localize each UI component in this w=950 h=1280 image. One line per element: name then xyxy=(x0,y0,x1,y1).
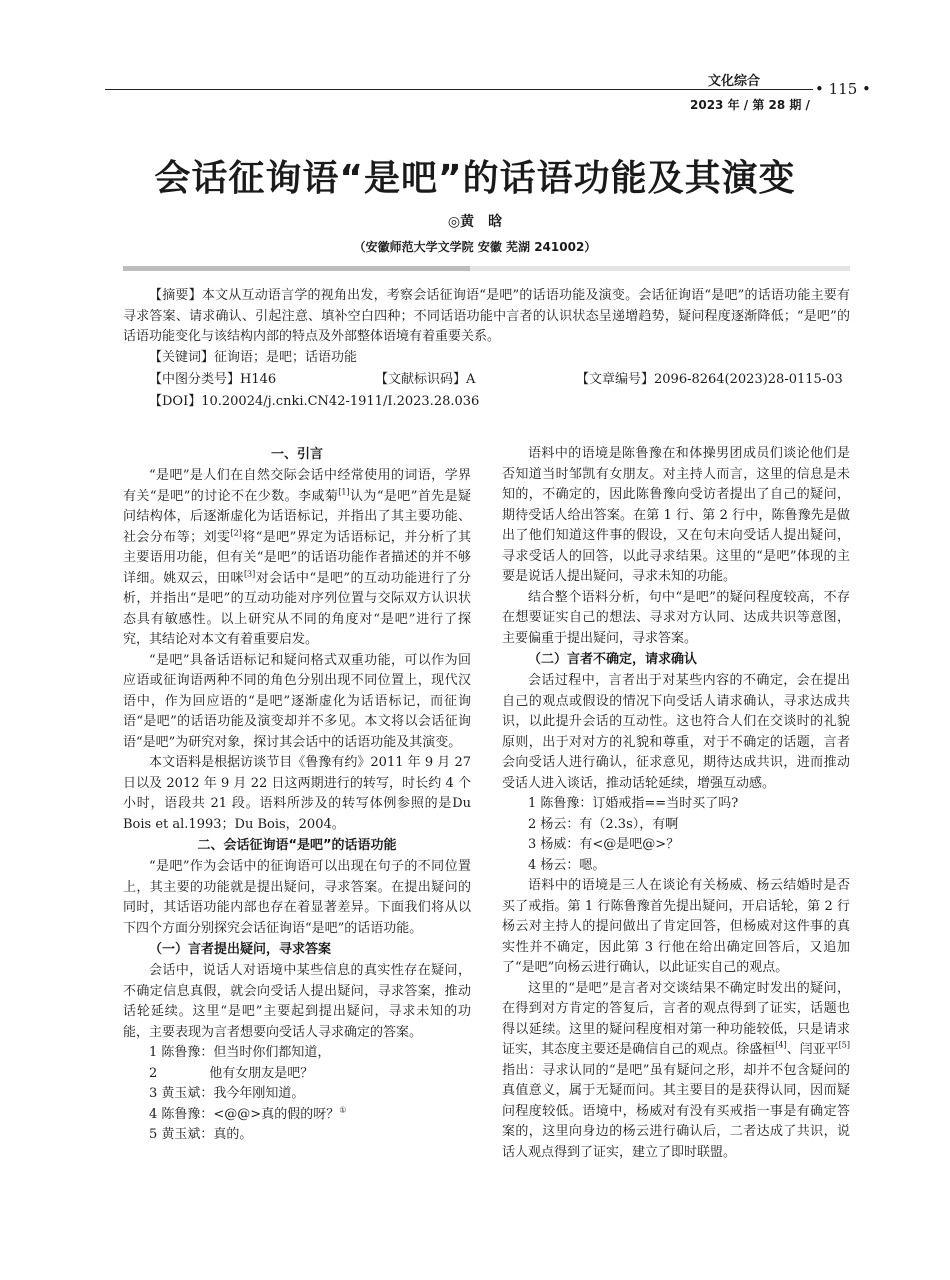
paragraph: “是吧”作为会话中的征询语可以出现在句子的不同位置上，其主要的功能就是提出疑问，寻求答案。在提出疑问的同时，其话语功能内部也存在着显著差异。下面我们将从以下四个方面分别探究会话征询语“是吧”的话语功能。 xyxy=(123,859,471,936)
article-number: 【文章编号】2096-8264(2023)28-0115-03 xyxy=(576,372,843,387)
example-line: 1 陈鲁豫：但当时你们都知道， xyxy=(149,1045,331,1060)
page-number: • 115 • xyxy=(815,80,871,98)
keywords: 【关键词】征询语；是吧；话语功能 xyxy=(149,349,358,365)
issue-info: 2023 年 / 第 28 期 / xyxy=(690,98,810,112)
paragraph: 语料中的语境是陈鲁豫在和体操男团成员们谈论他们是否知道当时邹凯有女朋友。对主持人而言，这里的信息是未知的，不确定的，因此陈鲁豫向受访者提出了自己的疑问，期待受话人给出答案。在第 1 行、第 2 行中，陈鲁豫先是做出了他们知道这件事的假设，又在句末向受话人提出疑问，寻求受话人的回答，以此寻求结果。这里的“是吧”体现的主要是说话人提出疑问，寻求未知的功能。 xyxy=(502,446,850,584)
author: ◎黄 晗 xyxy=(447,214,503,230)
example-line: 2 杨云：有（2.3s），有啊 xyxy=(528,816,679,832)
section-heading-2: 二、会话征询语“是吧”的话语功能 xyxy=(197,838,397,853)
title-divider-light xyxy=(470,266,850,271)
document-code: 【文献标识码】A xyxy=(375,372,476,387)
right-column xyxy=(502,444,850,1163)
article-title: 会话征询语“是吧”的话语功能及其演变 xyxy=(154,158,796,199)
footnote-marker: ① xyxy=(339,1105,347,1115)
paragraph: 语料中的语境是三人在谈论有关杨威、杨云结婚时是否买了戒指。第 1 行陈鲁豫首先提出疑问，开启话轮，第 2 行杨云对主持人的提问做出了肯定回答，但杨威对这件事的真实性并不确定，因此第 3 行他在给出确定回答后，又追加了“是吧”向杨云进行确认，以此证实自己的观点。 xyxy=(502,878,850,975)
title-divider-dark xyxy=(123,266,470,271)
journal-section: 文化综合 xyxy=(708,74,761,89)
paragraph: “是吧”是人们在自然交际会话中经常使用的词语，学界有关“是吧”的讨论不在少数。李咸菊[1]认为“是吧”首先是疑问结构体，后逐渐虚化为话语标记，并指出了其主要功能、社会分布等；刘雯[2]将“是吧”界定为话语标记，并分析了其主要语用功能，但有关“是吧”的话语功能作者描述的并不够详细。姚双云，田咪[3]对会话中“是吧”的互动功能进行了分析，并指出“是吧”的互动功能对序列位置与交际双方认识状态具有敏感性。以上研究从不同的角度对“是吧”进行了探究，其结论对本文有着重要启发。 xyxy=(123,468,471,647)
paragraph: 这里的“是吧”是言者对交谈结果不确定时发出的疑问，在得到对方肯定的答复后，言者的观点得到了证实，话题也得以延续。这里的疑问程度相对第一种功能较低，只是请求证实，其态度主要还是确信自己的观点。徐盛桓[4]、闫亚平[5]指出：寻求认同的“是吧”虽有疑问之形，却并不包含疑问的真值意义，属于无疑而问。其主要目的是获得认同，因而疑问程度较低。语境中，杨威对有没有买戒指一事是有确定答案的，这里向身边的杨云进行确认后，二者达成了共识，说话人观点得到了证实，建立了即时联盟。 xyxy=(502,980,850,1160)
paragraph: “是吧”具备话语标记和疑问格式双重功能，可以作为回应语或征询语两种不同的角色分别出现不同位置上，现代汉语中，作为回应语的“是吧”逐渐虚化为话语标记，而征询语“是吧”的话语功能及演变却并不多见。本文将以会话征询语“是吧”为研究对象，探讨其会话中的话语功能及其演变。 xyxy=(123,652,471,750)
example-line: 4 陈鲁豫：<@@>真的假的呀？① xyxy=(149,1105,347,1122)
citation-ref: [5] xyxy=(838,1040,850,1050)
citation-ref: [1] xyxy=(338,487,350,497)
abstract-text: 【摘要】本文从互动语言学的视角出发，考察会话征询语“是吧”的话语功能及演变。会话征询语“是吧”的话语功能主要有寻求答案、请求确认、引起注意、填补空白四种；不同话语功能中言者的认识状态呈递增趋势，疑问程度逐渐降低；“是吧”的话语功能变化与该结构内部的特点及外部整体语境有着重要关系。 xyxy=(123,288,850,344)
citation-ref: [2] xyxy=(230,528,242,538)
example-line: 3 黄玉斌：我今年刚知道。 xyxy=(149,1086,305,1101)
paragraph: 会话过程中，言者出于对某些内容的不确定，会在提出自己的观点或假设的情况下向受话人请求确认，寻求达成共识，以此提升会话的互动性。这也符合人们在交谈时的礼貌原则，出于对对方的礼貌和尊重，对于不确定的话题，言者会向受话人进行确认，征求意见，期待达成共识，进而推动受话人进入谈话，推动话轮延续，增强互动感。 xyxy=(502,673,850,791)
affiliation: （安徽师范大学文学院 安徽 芜湖 241002） xyxy=(353,240,597,254)
example-line: 3 杨威：有<@是吧@>？ xyxy=(528,837,680,852)
paragraph: 会话中，说话人对语境中某些信息的真实性存在疑问，不确定信息真假，就会向受话人提出疑问，寻求答案，推动话轮延续。这里“是吧”主要起到提出疑问，寻求未知的功能，主要表现为言者想要向受话人寻求确定的答案。 xyxy=(123,963,471,1040)
section-heading-1: 一、引言 xyxy=(270,447,323,462)
classification-row xyxy=(123,368,850,392)
left-column xyxy=(123,444,471,1146)
example-line: 2 他有女朋友是吧？ xyxy=(149,1065,314,1081)
example-line: 5 黄玉斌：真的。 xyxy=(149,1127,253,1142)
abstract-block xyxy=(123,286,850,413)
paragraph: 结合整个语料分析，句中“是吧”的疑问程度较高，不存在想要证实自己的想法、寻求对方认同、达成共识等意图，主要偏重于提出疑问，寻求答案。 xyxy=(502,589,850,646)
citation-ref: [3] xyxy=(243,569,256,579)
example-line: 1 陈鲁豫：订婚戒指==当时买了吗? xyxy=(528,796,739,811)
doi: 【DOI】10.20024/j.cnki.CN42-1911/I.2023.28.036 xyxy=(149,394,480,409)
clc-number: 【中图分类号】H146 xyxy=(149,372,277,387)
example-line: 4 杨云：嗯。 xyxy=(528,857,606,873)
paragraph: 本文语料是根据访谈节目《鲁豫有约》2011 年 9 月 27 日以及 2012 年 9 月 22 日这两期进行的转写，时长约 4 个小时，语段共 21 段。语料所涉及的转写体例参照的是Du Bois et al.1993；Du Bois，2004。 xyxy=(123,755,471,832)
citation-ref: [4] xyxy=(775,1040,787,1050)
subsection-heading: （一）言者提出疑问，寻求答案 xyxy=(149,942,332,957)
subsection-heading: （二）言者不确定，请求确认 xyxy=(528,652,698,667)
header-rule xyxy=(105,89,813,90)
